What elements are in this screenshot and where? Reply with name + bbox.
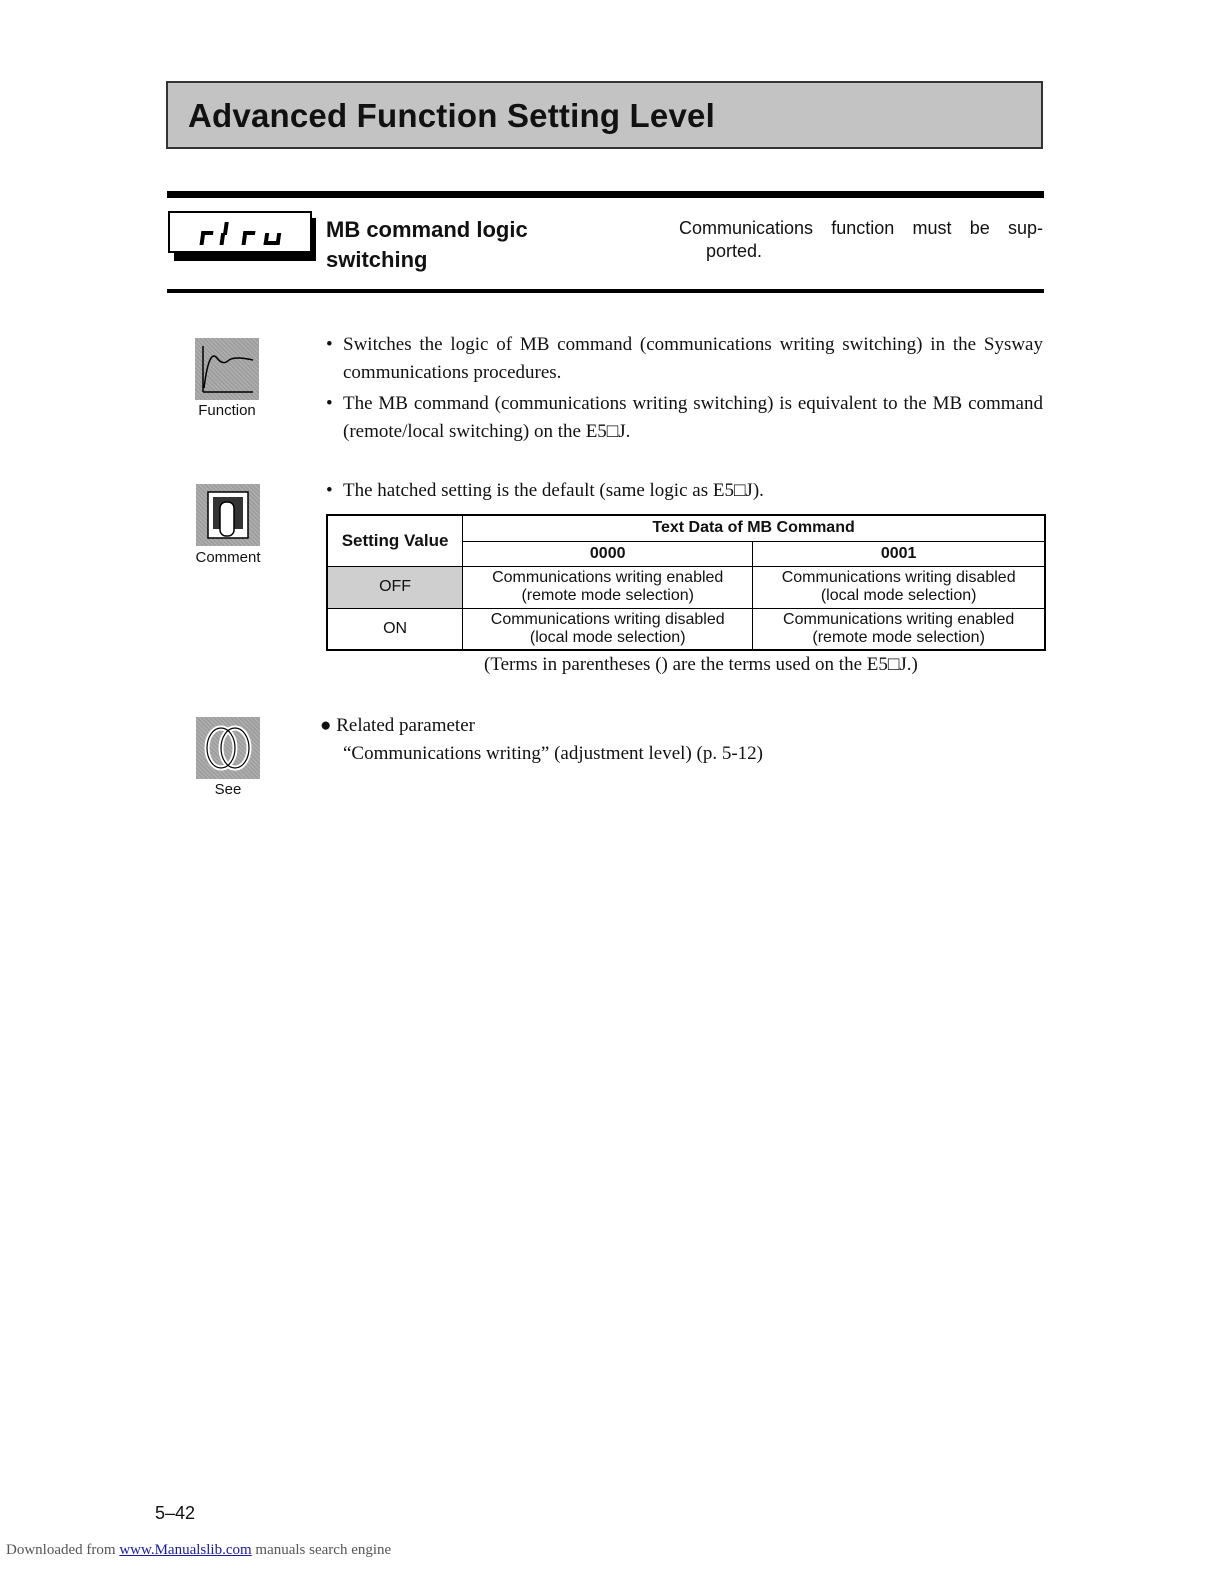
function-bullets bbox=[326, 331, 1043, 446]
level-header-banner bbox=[166, 81, 1043, 149]
mb-command-logic-table bbox=[326, 514, 1046, 651]
section-rule-bottom bbox=[167, 289, 1044, 293]
note-word: sup- bbox=[1007, 218, 1043, 238]
table-cell bbox=[463, 566, 753, 608]
cell-line: Communications writing enabled bbox=[492, 569, 724, 586]
function-bullet-2: The MB command (communications writing switching) is equivalent to the MB command (remote/local switching) on the E5□J. bbox=[343, 393, 1043, 442]
page-number: 5–42 bbox=[155, 1503, 196, 1523]
header-0000: 0000 bbox=[463, 541, 753, 566]
seven-segment-display bbox=[170, 213, 310, 251]
note-word: function bbox=[831, 218, 895, 238]
comment-bullet: The hatched setting is the default (same logic as E5□J). bbox=[343, 480, 764, 501]
header-text-data: Text Data of MB Command bbox=[463, 515, 1045, 541]
footer-suffix: manuals search engine bbox=[251, 1542, 392, 1558]
function-icon bbox=[195, 338, 259, 400]
manualslib-link[interactable]: www.Manualslib.com bbox=[119, 1542, 252, 1558]
table-footnote: (Terms in parentheses () are the terms used on the E5□J.) bbox=[484, 654, 918, 675]
cell-line: (remote mode selection) bbox=[521, 587, 694, 604]
list-item bbox=[326, 331, 1043, 387]
function-label: Function bbox=[198, 402, 256, 419]
header-0001: 0001 bbox=[753, 541, 1045, 566]
list-item bbox=[326, 477, 1043, 505]
comment-icon bbox=[196, 484, 260, 546]
parameter-display-box bbox=[168, 211, 312, 253]
bullet-dot: • bbox=[326, 480, 333, 501]
cell-line: Communications writing disabled bbox=[781, 569, 1016, 586]
setting-off: OFF bbox=[327, 566, 463, 608]
download-footer bbox=[6, 1542, 391, 1559]
bullet-dot: • bbox=[326, 334, 333, 355]
cell-line: Communications writing disabled bbox=[490, 610, 725, 628]
header-setting-value: Setting Value bbox=[327, 515, 463, 566]
page-title: Advanced Function Setting Level bbox=[188, 97, 715, 134]
table-cell bbox=[753, 608, 1045, 650]
note-word: Communications bbox=[679, 218, 814, 238]
cell-line: (local mode selection) bbox=[820, 587, 977, 604]
parameter-name-line1: MB command logic bbox=[326, 217, 528, 242]
footer-prefix: Downloaded from bbox=[6, 1542, 120, 1558]
function-bullet-1: Switches the logic of MB command (communications writing switching) in the Sysway communications procedures. bbox=[343, 334, 1043, 383]
see-icon bbox=[196, 717, 260, 779]
note-word: must bbox=[912, 218, 952, 238]
comment-label: Comment bbox=[195, 549, 261, 566]
table-cell bbox=[753, 566, 1045, 608]
note-line2: ported. bbox=[706, 241, 763, 261]
section-rule-top bbox=[167, 191, 1044, 198]
filled-circle-icon: ● bbox=[320, 715, 332, 736]
list-item bbox=[326, 390, 1043, 446]
setting-on: ON bbox=[327, 608, 463, 650]
table-cell bbox=[463, 608, 753, 650]
parameter-name-line2: switching bbox=[326, 247, 428, 272]
parameter-name bbox=[326, 215, 626, 275]
cell-line: (local mode selection) bbox=[529, 628, 686, 646]
related-heading: Related parameter bbox=[336, 715, 475, 736]
table-row bbox=[327, 566, 1045, 608]
bullet-dot: • bbox=[326, 393, 333, 414]
related-item: “Communications writing” (adjustment level) (p. 5-12) bbox=[343, 743, 764, 764]
note-word: be bbox=[969, 218, 990, 238]
comment-bullets bbox=[326, 477, 1043, 505]
cell-line: Communications writing enabled bbox=[783, 610, 1015, 628]
table-row bbox=[327, 608, 1045, 650]
see-label: See bbox=[214, 781, 242, 798]
related-parameters bbox=[320, 712, 763, 768]
cell-line: (remote mode selection) bbox=[812, 628, 985, 646]
parameter-requirement-note bbox=[679, 217, 1043, 263]
